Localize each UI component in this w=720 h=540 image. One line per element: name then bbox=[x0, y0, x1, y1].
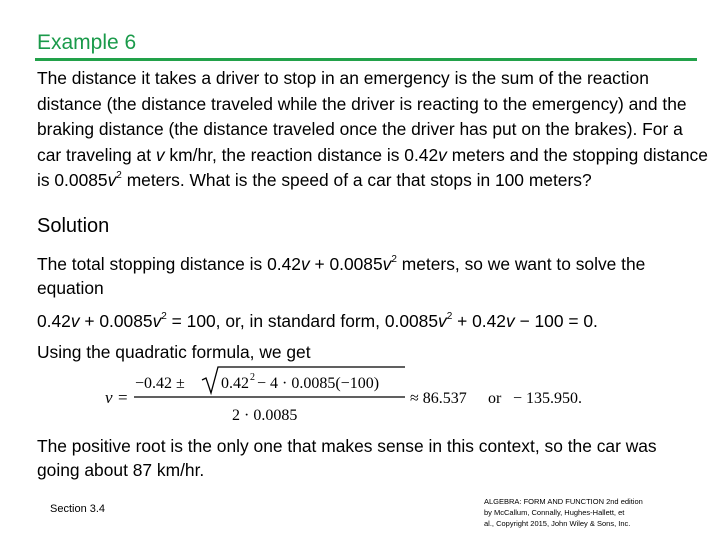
footer-credit bbox=[484, 496, 694, 529]
problem-text: The distance it takes a driver to stop in an emergency is the sum of the reaction distance (the distance traveled while the driver is reacting to the emergency) and the braking distance (the distance traveled once the driver has put on the brakes). For a car traveling at bbox=[37, 68, 687, 165]
formula-or: or bbox=[488, 390, 502, 407]
text: meters, so we want to solve the equation bbox=[37, 254, 646, 298]
text: The total stopping distance is 0.42 bbox=[37, 254, 301, 274]
footer-credit-line: ALGEBRA: FORM AND FUNCTION 2nd edition bbox=[484, 497, 643, 506]
formula-numerator-left: −0.42 ± bbox=[135, 375, 185, 392]
text: 0.42 bbox=[37, 311, 71, 331]
text: = 100, or, in standard form, 0.0085 bbox=[166, 311, 439, 331]
root-negative: − 135.950. bbox=[513, 390, 583, 407]
root-positive: ≈ 86.537 bbox=[410, 390, 467, 407]
exponent: 2 bbox=[391, 254, 397, 266]
text: + 0.0085 bbox=[309, 254, 383, 274]
problem-text: meters. What is the speed of a car that stops in 100 meters? bbox=[121, 170, 592, 190]
text: + 0.42 bbox=[452, 311, 506, 331]
text: − 100 = 0. bbox=[514, 311, 598, 331]
exponent: 2 bbox=[161, 311, 167, 323]
text: + 0.0085 bbox=[79, 311, 153, 331]
footer-credit-line: al., Copyright 2015, John Wiley & Sons, Inc. bbox=[484, 519, 631, 528]
exponent: 2 bbox=[116, 170, 122, 182]
variable-v: v bbox=[300, 254, 310, 274]
footer-section: Section 3.4 bbox=[50, 503, 106, 515]
variable-v: v bbox=[70, 311, 80, 331]
problem-text: km/hr, the reaction distance is 0.42 bbox=[164, 144, 439, 165]
formula-equals: = bbox=[118, 388, 128, 407]
solution-paragraph-3: Using the quadratic formula, we get bbox=[37, 342, 311, 362]
quadratic-formula bbox=[105, 366, 615, 428]
solution-paragraph-2 bbox=[37, 309, 697, 333]
variable-v: v bbox=[505, 311, 515, 331]
solution-paragraph-1 bbox=[37, 252, 697, 300]
solution-heading: Solution bbox=[37, 215, 110, 237]
variable-v: v bbox=[438, 311, 447, 331]
variable-v: v bbox=[382, 254, 392, 274]
exponent: 2 bbox=[446, 311, 453, 323]
footer-credit-line: by McCallum, Connally, Hughes-Hallett, et bbox=[484, 508, 625, 517]
problem-text: meters and the stopping distance is 0.0085 bbox=[37, 144, 708, 190]
variable-v: v bbox=[107, 170, 117, 190]
formula-lhs: v bbox=[105, 388, 113, 407]
variable-v: v bbox=[155, 144, 165, 165]
problem-statement bbox=[37, 66, 709, 194]
radicand-exponent: 2 bbox=[250, 372, 255, 383]
slide-title: Example 6 bbox=[37, 31, 137, 54]
formula-denominator: 2 · 0.0085 bbox=[232, 407, 298, 424]
title-divider bbox=[35, 58, 697, 61]
radicand-rest: − 4 · 0.0085(−100) bbox=[257, 375, 380, 392]
radicand-base: 0.42 bbox=[221, 375, 249, 392]
conclusion-paragraph: The positive root is the only one that makes sense in this context, so the car was going about 87 km/hr. bbox=[37, 436, 657, 480]
variable-v: v bbox=[438, 144, 447, 165]
variable-v: v bbox=[152, 311, 162, 331]
